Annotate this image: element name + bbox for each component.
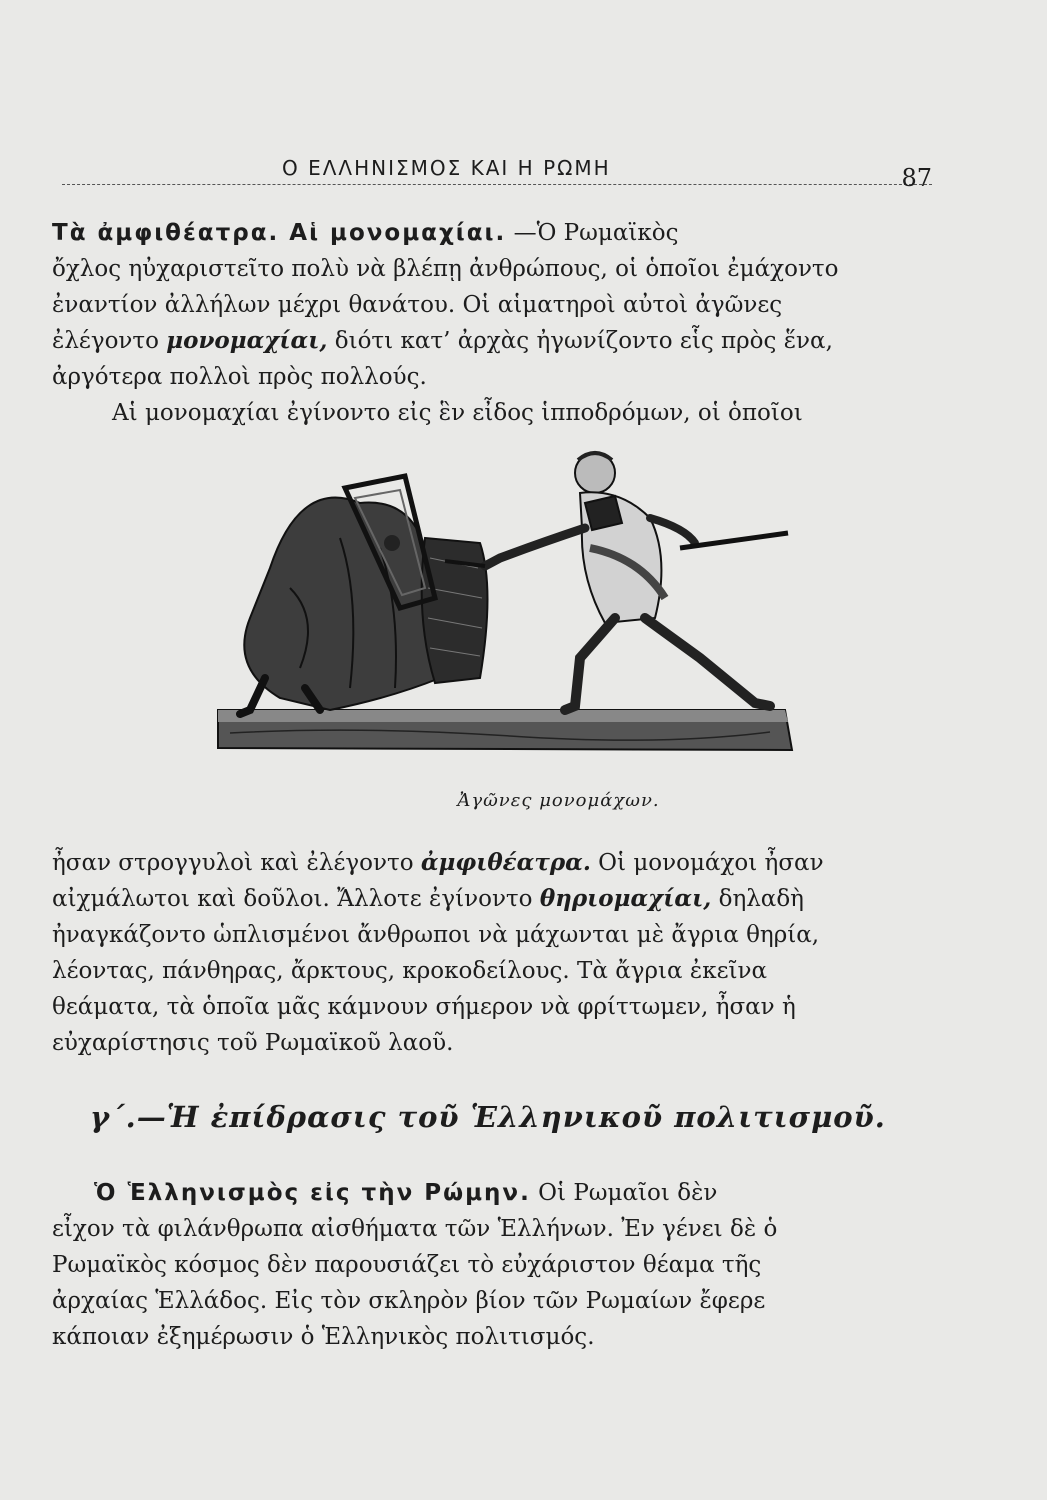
running-header xyxy=(62,150,932,192)
text-line: ἐναντίον ἀλλήλων μέχρι θανάτου. Οἱ αἱματηροὶ αὐτοὶ ἀγῶνες xyxy=(52,292,783,318)
figure-caption: Ἀγῶνες μονομάχων. xyxy=(457,790,660,811)
text-line: εὐχαρίστησις τοῦ Ρωμαϊκοῦ λαοῦ. xyxy=(52,1030,454,1056)
paragraph-heading: Ὁ Ἑλληνισμὸς εἰς τὴν Ρώμην. xyxy=(94,1180,531,1206)
section-heading: γ΄.—Ἡ ἐπίδρασις τοῦ Ἑλληνικοῦ πολιτισμοῦ. xyxy=(90,1100,886,1134)
text-span: δηλαδὴ xyxy=(718,886,804,912)
text-line xyxy=(52,882,932,916)
text-span: διότι κατ’ ἀρχὰς ἠγωνίζοντο εἷς πρὸς ἕνα, xyxy=(334,328,833,354)
text-span: —Ὁ Ρωμαϊκὸς xyxy=(513,220,679,246)
text-line: ἀργότερα πολλοὶ πρὸς πολλούς. xyxy=(52,364,427,390)
running-title: Ο ΕΛΛΗΝΙΣΜΟΣ ΚΑΙ Η ΡΩΜΗ xyxy=(282,156,611,180)
text-line: ἀρχαίας Ἑλλάδος. Εἰς τὸν σκληρὸν βίον τῶν Ρωμαίων ἔφερε xyxy=(52,1288,766,1314)
text-span: αἰχμάλωτοι καὶ δοῦλοι. Ἄλλοτε ἐγίνοντο xyxy=(52,886,533,912)
term-emphasis: θηριομαχίαι, xyxy=(539,885,712,912)
text-line: ἠναγκάζοντο ὡπλισμένοι ἄνθρωποι νὰ μάχωνται μὲ ἄγρια θηρία, xyxy=(52,922,820,948)
text-line xyxy=(52,324,932,358)
text-line: λέοντας, πάνθηρας, ἄρκτους, κροκοδείλους. Τὰ ἄγρια ἐκεῖνα xyxy=(52,958,768,984)
text-span: ἦσαν στρογγυλοὶ καὶ ἐλέγοντο xyxy=(52,850,414,876)
text-line: θεάματα, τὰ ὁποῖα μᾶς κάμνουν σήμερον νὰ φρίττωμεν, ἦσαν ἡ xyxy=(52,994,796,1020)
text-span: Οἱ μονομάχοι ἦσαν xyxy=(598,850,824,876)
gladiators-illustration xyxy=(210,448,800,778)
text-span: Οἱ Ρωμαῖοι δὲν xyxy=(538,1180,718,1206)
term-emphasis: ἀμφιθέατρα. xyxy=(420,849,591,876)
text-line xyxy=(52,216,932,250)
term-emphasis: μονομαχίαι, xyxy=(166,327,328,354)
paragraph-heading: Τὰ ἀμφιθέατρα. Αἱ μονομαχίαι. xyxy=(52,220,507,246)
text-line: ὄχλος ηὐχαριστεῖτο πολὺ νὰ βλέπῃ ἀνθρώπους, οἱ ὁποῖοι ἐμάχοντο xyxy=(52,256,839,282)
text-line: κάποιαν ἐξημέρωσιν ὁ Ἑλληνικὸς πολιτισμός. xyxy=(52,1324,595,1350)
text-line: Αἱ μονομαχίαι ἐγίνοντο εἰς ἓν εἶδος ἱπποδρόμων, οἱ ὁποῖοι xyxy=(112,400,803,426)
text-span: ἐλέγοντο xyxy=(52,328,159,354)
text-line xyxy=(52,846,932,880)
text-line xyxy=(52,1176,932,1210)
text-line: Ρωμαϊκὸς κόσμος δὲν παρουσιάζει τὸ εὐχάριστον θέαμα τῆς xyxy=(52,1252,762,1278)
page-number: 87 xyxy=(901,164,932,192)
text-line: εἶχον τὰ φιλάνθρωπα αἰσθήματα τῶν Ἑλλήνων. Ἐν γένει δὲ ὁ xyxy=(52,1216,778,1242)
